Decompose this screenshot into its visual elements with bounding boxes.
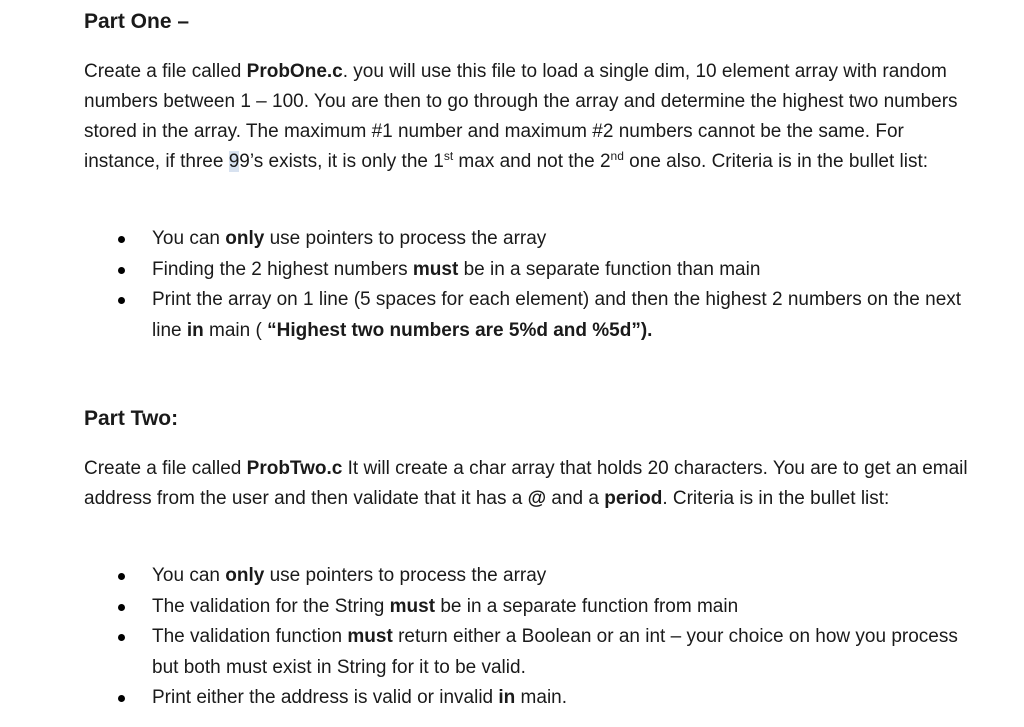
bullet-icon xyxy=(118,695,125,702)
list-item: Print the array on 1 line (5 spaces for each element) and then the highest 2 numbers on the next line in main ( “Highest two numbers are 5%d and %5d”). xyxy=(84,285,984,346)
list-item: Finding the 2 highest numbers must be in a separate function than main xyxy=(84,255,984,286)
probtwo-filename: ProbTwo.c xyxy=(246,458,343,479)
bullet-icon xyxy=(118,267,125,274)
probone-filename: ProbOne.c xyxy=(246,61,343,82)
highlighted-digit: 9 xyxy=(228,151,240,172)
part-one-bullet-list xyxy=(84,224,984,346)
list-item: The validation function must return either a Boolean or an int – your choice on how you process but both must exist in String for it to be valid. xyxy=(84,622,984,683)
part-two-bullet-list xyxy=(84,561,984,714)
bullet-icon xyxy=(118,236,125,243)
part-two-paragraph: Create a file called ProbTwo.c It will create a char array that holds 20 characters. You are to get an email address from the user and then validate that it has a @ and a period. Criteria is in the bullet list: xyxy=(84,458,968,509)
bullet-icon xyxy=(118,297,125,304)
list-item: Print either the address is valid or invalid in main. xyxy=(84,683,984,714)
part-one-heading: Part One – xyxy=(84,10,190,33)
part-one-paragraph: Create a file called ProbOne.c. you will use this file to load a single dim, 10 element array with random numbers between 1 – 100. You are then to go through the array and determine the highest two numbers stored in the array. The maximum #1 number and maximum #2 numbers cannot be the same. For instance, if three 99’s exists, it is only the 1st max and not the 2nd one also. Criteria is in the bullet list: xyxy=(84,61,958,172)
list-item: You can only use pointers to process the array xyxy=(84,224,984,255)
list-item: The validation for the String must be in a separate function from main xyxy=(84,592,984,623)
part-two-heading: Part Two: xyxy=(84,407,179,430)
bullet-icon xyxy=(118,634,125,641)
bullet-icon xyxy=(118,573,125,580)
bullet-icon xyxy=(118,604,125,611)
list-item: You can only use pointers to process the array xyxy=(84,561,984,592)
